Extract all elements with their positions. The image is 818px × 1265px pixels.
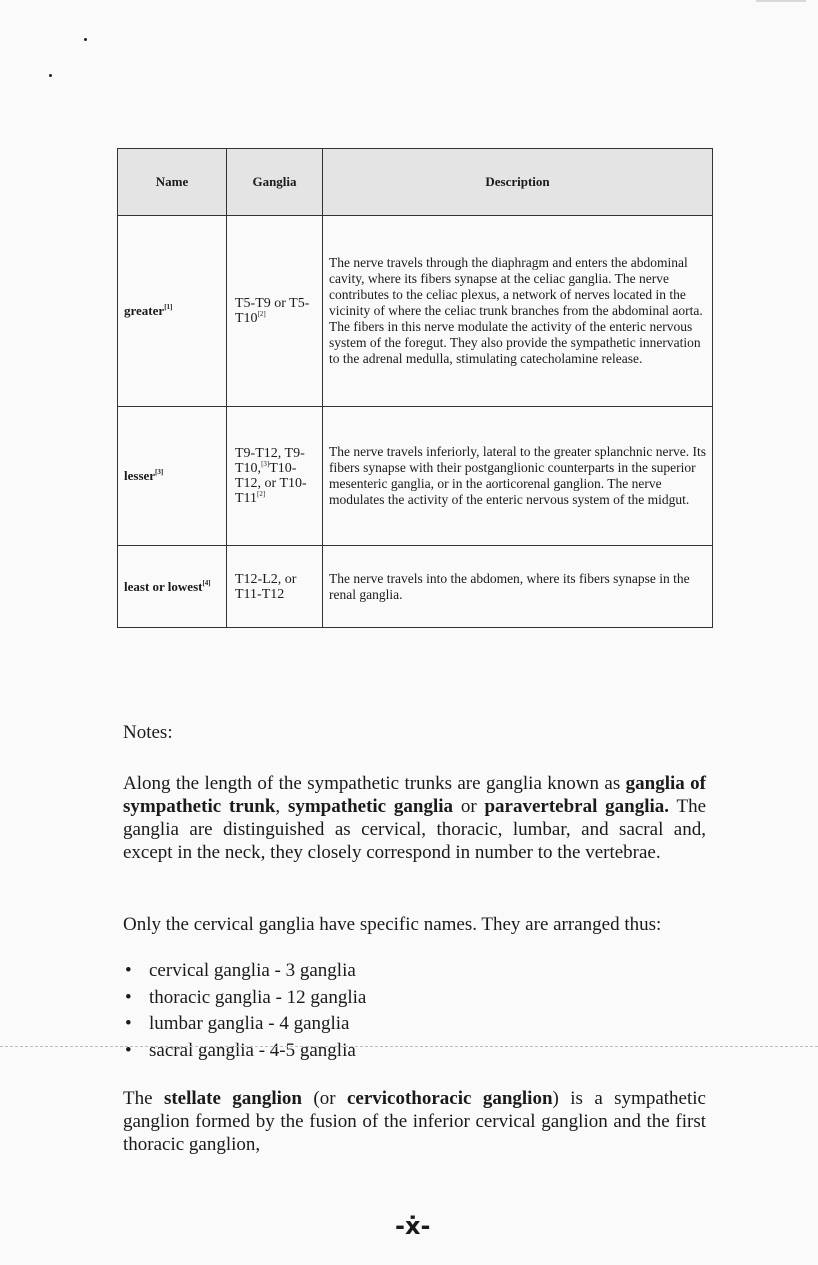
text-run: or [453,796,485,817]
paragraph-stellate-ganglion [123,1087,706,1156]
description-cell: The nerve travels into the abdomen, where its fibers synapse in the renal ganglia. [323,546,713,628]
footnote-ref: [1] [164,303,173,311]
description-cell: The nerve travels inferiorly, lateral to the greater splanchnic nerve. Its fibers synapse with their postganglionic counterparts in the superior mesenteric ganglia, or in the aorticorenal ganglion. The nerve modulates the activity of the enteric nervous system of the midgut. [323,407,713,546]
ganglia-cell [227,407,323,546]
nerve-name: least or lowest [124,578,203,594]
footnote-ref: [4] [202,578,211,587]
page-number: -ẋ- [395,1212,431,1240]
header-name: Name [118,149,227,216]
ganglia-cell: T12-L2, or T11-T12 [227,546,323,628]
list-item-text: cervical ganglia - 3 ganglia [149,960,356,981]
footnote-ref: [3] [155,468,164,476]
list-item [123,985,366,1012]
ganglia-value: T10-T12, or T10-T11 [235,461,307,506]
bullet: • [125,1013,132,1034]
list-item [123,1038,366,1065]
splanchnic-nerves-table [117,148,713,628]
table-header-row [118,149,713,216]
table-row [118,407,713,546]
notes-heading: Notes: [123,722,173,743]
nerve-name-cell [118,407,227,546]
nerve-name: greater [124,303,165,318]
list-item-text: thoracic ganglia - 12 ganglia [149,986,367,1008]
description-cell: The nerve travels through the diaphragm and enters the abdominal cavity, where its fibers synapse at the celiac ganglia. The nerve contributes to the celiac plexus, a network of nerves located in the vicinity of where the celiac trunk branches from the abdominal aorta. The fibers in this nerve modulate the activity of the enteric nervous system of the foregut. They also provide the sympathetic innervation to the adrenal medulla, stimulating catecholamine release. [323,216,713,407]
nerve-name: lesser [124,468,156,483]
text-run: (or [302,1088,347,1109]
scan-fold-line [0,1046,818,1047]
nerve-name-cell [118,216,227,407]
bold-term: ganglia of sympathetic trunk [123,773,707,817]
text-run: The [123,1088,164,1109]
table-row [118,216,713,407]
ganglia-value: T9-T12, T9-T10, [235,446,305,476]
ganglia-value: T5-T9 or T5-T10 [235,296,310,326]
text-run: Along the length of the sympathetic trunks are ganglia known as [123,773,626,794]
footnote-ref: [2] [257,490,266,498]
scan-edge-mark [756,0,806,2]
footnote-ref: [2] [257,310,266,318]
bold-term: stellate ganglion [163,1088,302,1109]
text-run: , [275,796,288,817]
bold-term: sympathetic ganglia [287,796,454,817]
bold-term: paravertebral ganglia. [484,796,670,817]
text-run: ) is a sympathetic ganglion formed by the fusion of the inferior cervical ganglion and the first thoracic ganglion, [123,1088,706,1155]
ganglia-cell [227,216,323,407]
scan-speck [49,74,52,77]
paragraph-sympathetic-trunk [123,772,706,864]
bullet: • [125,1039,132,1061]
bullet: • [125,960,132,981]
table-row [118,546,713,628]
list-item-text: sacral ganglia - 4-5 ganglia [149,1039,356,1061]
ganglia-list [123,958,366,1064]
header-ganglia: Ganglia [227,149,323,216]
bullet: • [125,986,132,1008]
text-run: The ganglia are distinguished as cervical, thoracic, lumbar, and sacral and, except in the neck, they closely correspond in number to the vertebrae. [123,796,707,863]
paragraph-cervical-names: Only the cervical ganglia have specific names. They are arranged thus: [123,914,662,935]
list-item-text: lumbar ganglia - 4 ganglia [149,1013,350,1034]
nerve-name-cell [118,546,227,628]
bold-term: cervicothoracic ganglion [346,1088,553,1109]
header-description: Description [323,149,713,216]
scan-speck [84,38,87,41]
footnote-ref: [3] [261,460,270,468]
list-item [123,958,366,985]
list-item [123,1011,366,1038]
